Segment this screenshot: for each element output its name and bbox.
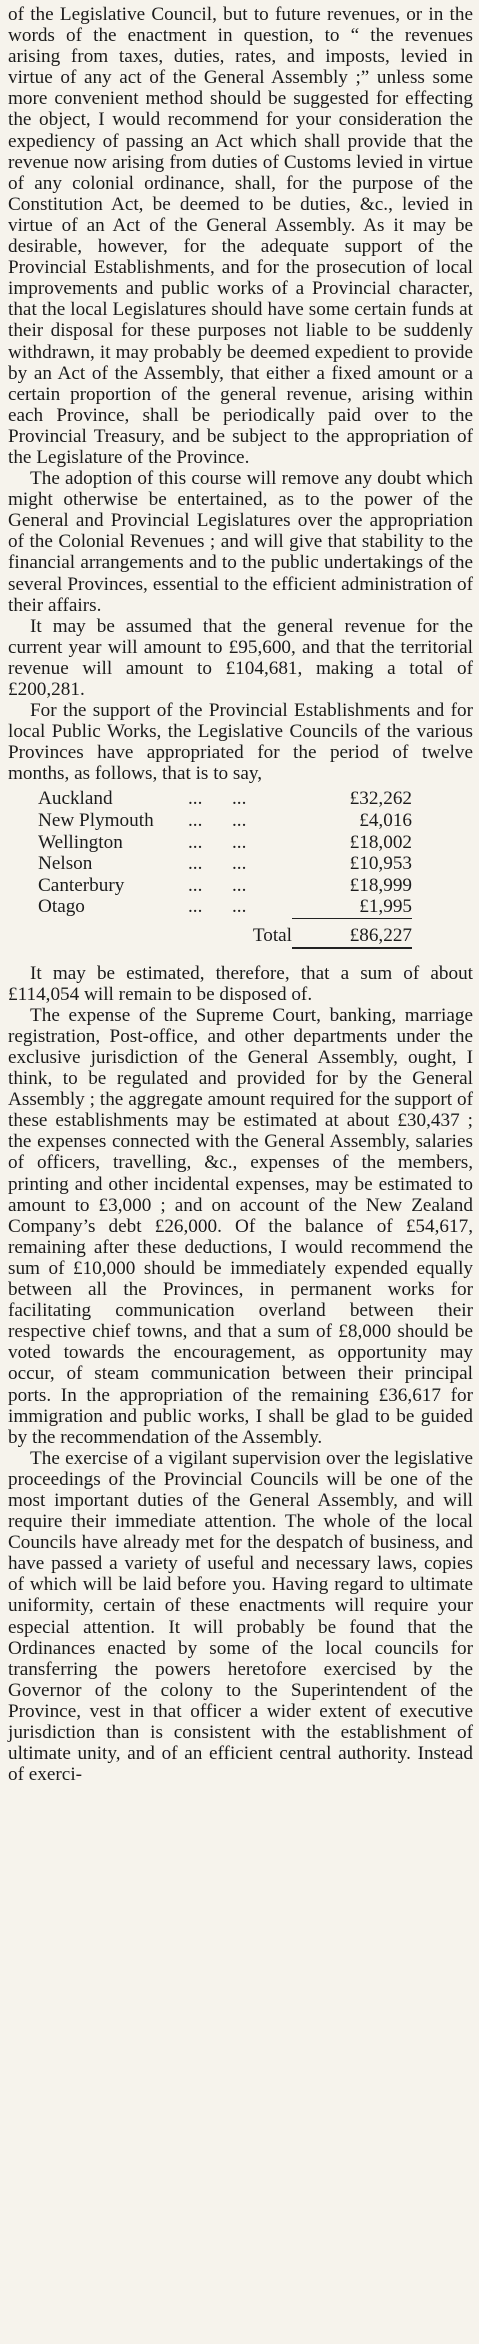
leader-dots: ... xyxy=(188,874,203,896)
province-amount: £18,999 xyxy=(349,874,412,896)
table-row xyxy=(38,832,412,854)
province-name: Otago xyxy=(38,896,85,918)
leader-dots: ... xyxy=(232,853,247,875)
province-name: Wellington xyxy=(38,831,123,853)
leader-dots: ... xyxy=(188,810,203,832)
province-amount: £1,995 xyxy=(292,896,412,918)
paragraph-provincial-support: For the support of the Provincial Establishments and for local Public Works, the Legislative Councils of the various Provinces have appropriated for the period of twelve months, as follows, that is to say, xyxy=(8,700,473,785)
leader-dots: ... xyxy=(232,810,247,832)
total-amount: £86,227 xyxy=(292,919,412,948)
province-amount: £32,262 xyxy=(349,788,412,810)
table-row xyxy=(38,875,412,897)
paragraph-supreme-court-expense: The expense of the Supreme Court, banking, marriage registration, Post-office, and other departments under the exclusive jurisdiction of the General Assembly, ought, I think, to be regulated and provided for by the General Assembly ; the aggregate amount required for the support of these establishments may be estimated at about £30,437 ; the expenses connected with the General Assembly, salaries of officers, travelling, &c., expenses of the members, printing and other incidental expenses, may be estimated to amount to £3,000 ; and on account of the New Zealand Company’s debt £26,000. Of the balance of £54,617, remaining after these deductions, I would recommend the sum of £10,000 should be immediately expended equally between all the Provinces, in permanent works for facilitating communication overland between their respective chief towns, and that a sum of £8,000 should be voted towards the encouragement, as opportunity may occur, of steam communication between their principal ports. In the appropriation of the remaining £36,617 for immigration and public works, I shall be glad to be guided by the recommendation of the Assembly. xyxy=(8,1004,473,1448)
leader-dots: ... xyxy=(232,896,247,918)
province-name: New Plymouth xyxy=(38,810,154,832)
province-amount: £18,002 xyxy=(349,831,412,853)
appropriations-table xyxy=(38,788,412,948)
leader-dots: ... xyxy=(188,853,203,875)
leader-dots: ... xyxy=(188,788,203,810)
paragraph-general-revenue: It may be assumed that the general revenue for the current year will amount to £95,600, and that the territorial revenue will amount to £104,681, making a total of £200,281. xyxy=(8,615,473,700)
province-name: Auckland xyxy=(38,788,113,810)
leader-dots: ... xyxy=(188,896,203,918)
province-amount: £10,953 xyxy=(349,853,412,875)
leader-dots: ... xyxy=(232,831,247,853)
paragraph-adoption: The adoption of this course will remove any doubt which might otherwise be entertained, as to the power of the General and Provincial Legislatures over the appropriation of the Colonial Revenues ; and will give that stability to the financial arrangements and to the public undertakings of the several Provinces, essential to the efficient administration of their affairs. xyxy=(8,468,473,616)
total-row xyxy=(38,919,412,948)
paragraph-supervision: The exercise of a vigilant supervision over the legislative proceedings of the Provincial Councils will be one of the most important duties of the General Assembly, and will require their immediate attention. The whole of the local Councils have already met for the despatch of business, and have passed a variety of useful and necessary laws, copies of which will be laid before you. Having regard to ultimate uniformity, certain of these enactments will require your especial attention. It will probably be found that the Ordinances enacted by some of the local councils for transferring the powers heretofore exercised by the Governor of the colony to the Superintendent of the Province, vest in that officer a wider extent of executive jurisdiction than is consistent with the establishment of ultimate unity, and of an efficient central authority. Instead of exerci- xyxy=(8,1447,473,1786)
province-name: Canterbury xyxy=(38,874,125,896)
table-row xyxy=(38,810,412,832)
table-row xyxy=(38,896,412,918)
leader-dots: ... xyxy=(188,831,203,853)
table-row xyxy=(38,788,412,810)
province-amount: £4,016 xyxy=(359,810,412,832)
total-label: Total xyxy=(252,924,292,946)
province-name: Nelson xyxy=(38,853,93,875)
paragraph-remaining-sum: It may be estimated, therefore, that a sum of about £114,054 will remain to be disposed of. xyxy=(8,962,473,1005)
leader-dots: ... xyxy=(232,874,247,896)
table-row xyxy=(38,853,412,875)
paragraph-customs-revenue: of the Legislative Council, but to future revenues, or in the words of the enactment in question, to “ the revenues arising from taxes, duties, rates, and imposts, levied in virtue of any act of the General Assembly ;” unless some more convenient method should be suggested for effecting the object, I would recommend for your consideration the expediency of passing an Act which shall provide that the revenue now arising from duties of Customs levied in virtue of any colonial ordinance, shall, for the purpose of the Constitution Act, be deemed to be duties, &c., levied in virtue of an Act of the General Assembly. As it may be desirable, however, for the adequate support of the Provincial Establishments, and for the prosecution of local improvements and public works of a Provincial character, that the local Legislatures should have some certain funds at their disposal for these purposes not liable to be suddenly withdrawn, it may probably be deemed expedient to provide by an Act of the Assembly, that either a fixed amount or a certain proportion of the general revenue, arising within each Province, shall be periodically paid over to the Provincial Treasury, and be subject to the appropriation of the Legislature of the Province. xyxy=(8,4,473,468)
leader-dots: ... xyxy=(232,788,247,810)
